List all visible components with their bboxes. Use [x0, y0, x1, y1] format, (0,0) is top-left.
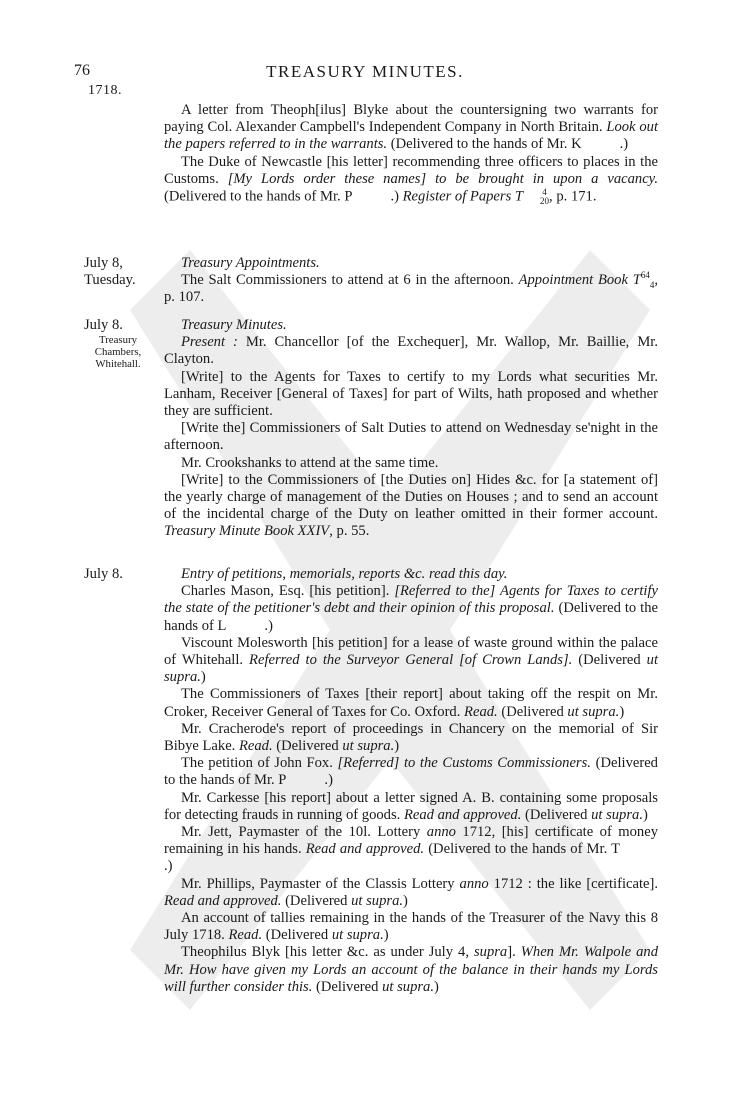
present-line: Present : Mr. Chancellor [of the Exchequer], Mr. Wallop, Mr. Baillie, Mr. Clayton. [164, 334, 658, 368]
entry-blyk: Theophilus Blyk [his letter &c. as under July 4, supra]. When Mr. Walpole and Mr. How have given my Lords an account of the balance in their hands my Lords will further consider this. (Delivered ut supra.) [164, 944, 658, 995]
minute-crookshanks: Mr. Crookshanks to attend at the same time. [181, 454, 439, 471]
section-letters [164, 102, 658, 206]
margin-weekday: Tuesday. [84, 272, 136, 288]
entry-commissioners-taxes: The Commissioners of Taxes [their report] about taking off the respit on Mr. Croker, Receiver General of Taxes for Co. Oxford. Read. (Delivered ut supra.) [164, 686, 658, 720]
entry-carkesse: Mr. Carkesse [his report] about a letter signed A. B. containing some proposals for detecting frauds in running of goods. Read and approved. (Delivered ut supra.) [164, 789, 658, 823]
entry-salt-commissioners: The Salt Commissioners to attend at 6 in the afternoon. Appointment Book $T^{64}_4$, p. 107. [164, 270, 658, 306]
entry-jett: Mr. Jett, Paymaster of the 10l. Lottery anno 1712, [his] certificate of money remaining in his hands. Read and approved. (Delivered to the hands of Mr. T.) [164, 824, 658, 875]
entry-molesworth: Viscount Molesworth [his petition] for a lease of waste ground within the palace of Whitehall. Referred to the Surveyor General [of Crown Lands]. (Delivered ut supra.) [164, 634, 659, 686]
entry-cracherode: Mr. Cracherode's report of proceedings in Chancery on the memorial of Sir Bibye Lake. Read. (Delivered ut supra.) [164, 720, 658, 755]
entry-tallies: An account of tallies remaining in the hands of the Treasurer of the Navy this 8 July 1718. Read. (Delivered ut supra.) [164, 910, 658, 944]
fraction: 4 20 [540, 187, 550, 207]
entry-phillips: Mr. Phillips, Paymaster of the Classis Lottery anno 1712 : the like [certificate]. Read and approved. (Delivered ut supra.) [164, 875, 659, 909]
page-number: 76 [74, 62, 90, 79]
minute-agents-taxes: [Write] to the Agents for Taxes to certify to my Lords what securities Mr. Lanham, Receiver [General of Taxes] for part of Wilts, hath proposed and whether they are sufficient. [164, 368, 658, 420]
section-petitions [164, 566, 658, 996]
entry-fox: The petition of John Fox. [Referred] to the Customs Commissioners. (Delivered to the hands of Mr. P .) [164, 755, 658, 789]
entry-blyke-letter: A letter from Theoph[ilus] Blyke about the countersigning two warrants for paying Col. Alexander Campbell's Independent Company in North Britain. Look out the papers referred to in the warrants. (Delivered to the hands of Mr. K .) [164, 102, 659, 153]
margin-date: July 8. [84, 317, 123, 333]
section-heading: Treasury Minutes. [181, 317, 287, 333]
minute-salt-duties: [Write the] Commissioners of Salt Duties to attend on Wednesday se'night in the afternoon. [164, 420, 658, 454]
margin-note-minutes [84, 317, 162, 370]
margin-date: July 8. [84, 566, 123, 582]
minute-hides: [Write] to the Commissioners of [the Duties on] Hides &c. for [a statement of] the yearly charge of management of the Duties on Houses ; and to send an account of the incidental charge of the Duty on leather omitted in their former account. Treasury Minute Book XXIV, p. 55. [164, 471, 658, 540]
section-appointments [164, 255, 658, 307]
margin-date: July 8, [84, 255, 123, 271]
section-minutes [164, 317, 658, 541]
entry-newcastle-letter: The Duke of Newcastle [his letter] recommending three officers to places in the Customs. [My Lords order these names] to be brought in upon a vacancy. (Delivered to the hands of Mr. P .) Register of Papers T 4 20 , p. 171. [164, 153, 658, 207]
entry-mason: Charles Mason, Esq. [his petition]. [Referred to the] Agents for Taxes to certify the state of the petitioner's debt and their opinion of this proposal. (Delivered to the hands of L .) [164, 583, 658, 634]
section-heading: Entry of petitions, memorials, reports &c. read this day. [181, 566, 508, 582]
margin-place: Treasury Chambers, Whitehall. [94, 334, 142, 370]
margin-year: 1718. [88, 83, 122, 98]
running-title: TREASURY MINUTES. [266, 62, 464, 81]
margin-note-appointments [84, 255, 162, 289]
section-heading: Treasury Appointments. [181, 255, 320, 271]
margin-note-petitions [84, 566, 162, 583]
